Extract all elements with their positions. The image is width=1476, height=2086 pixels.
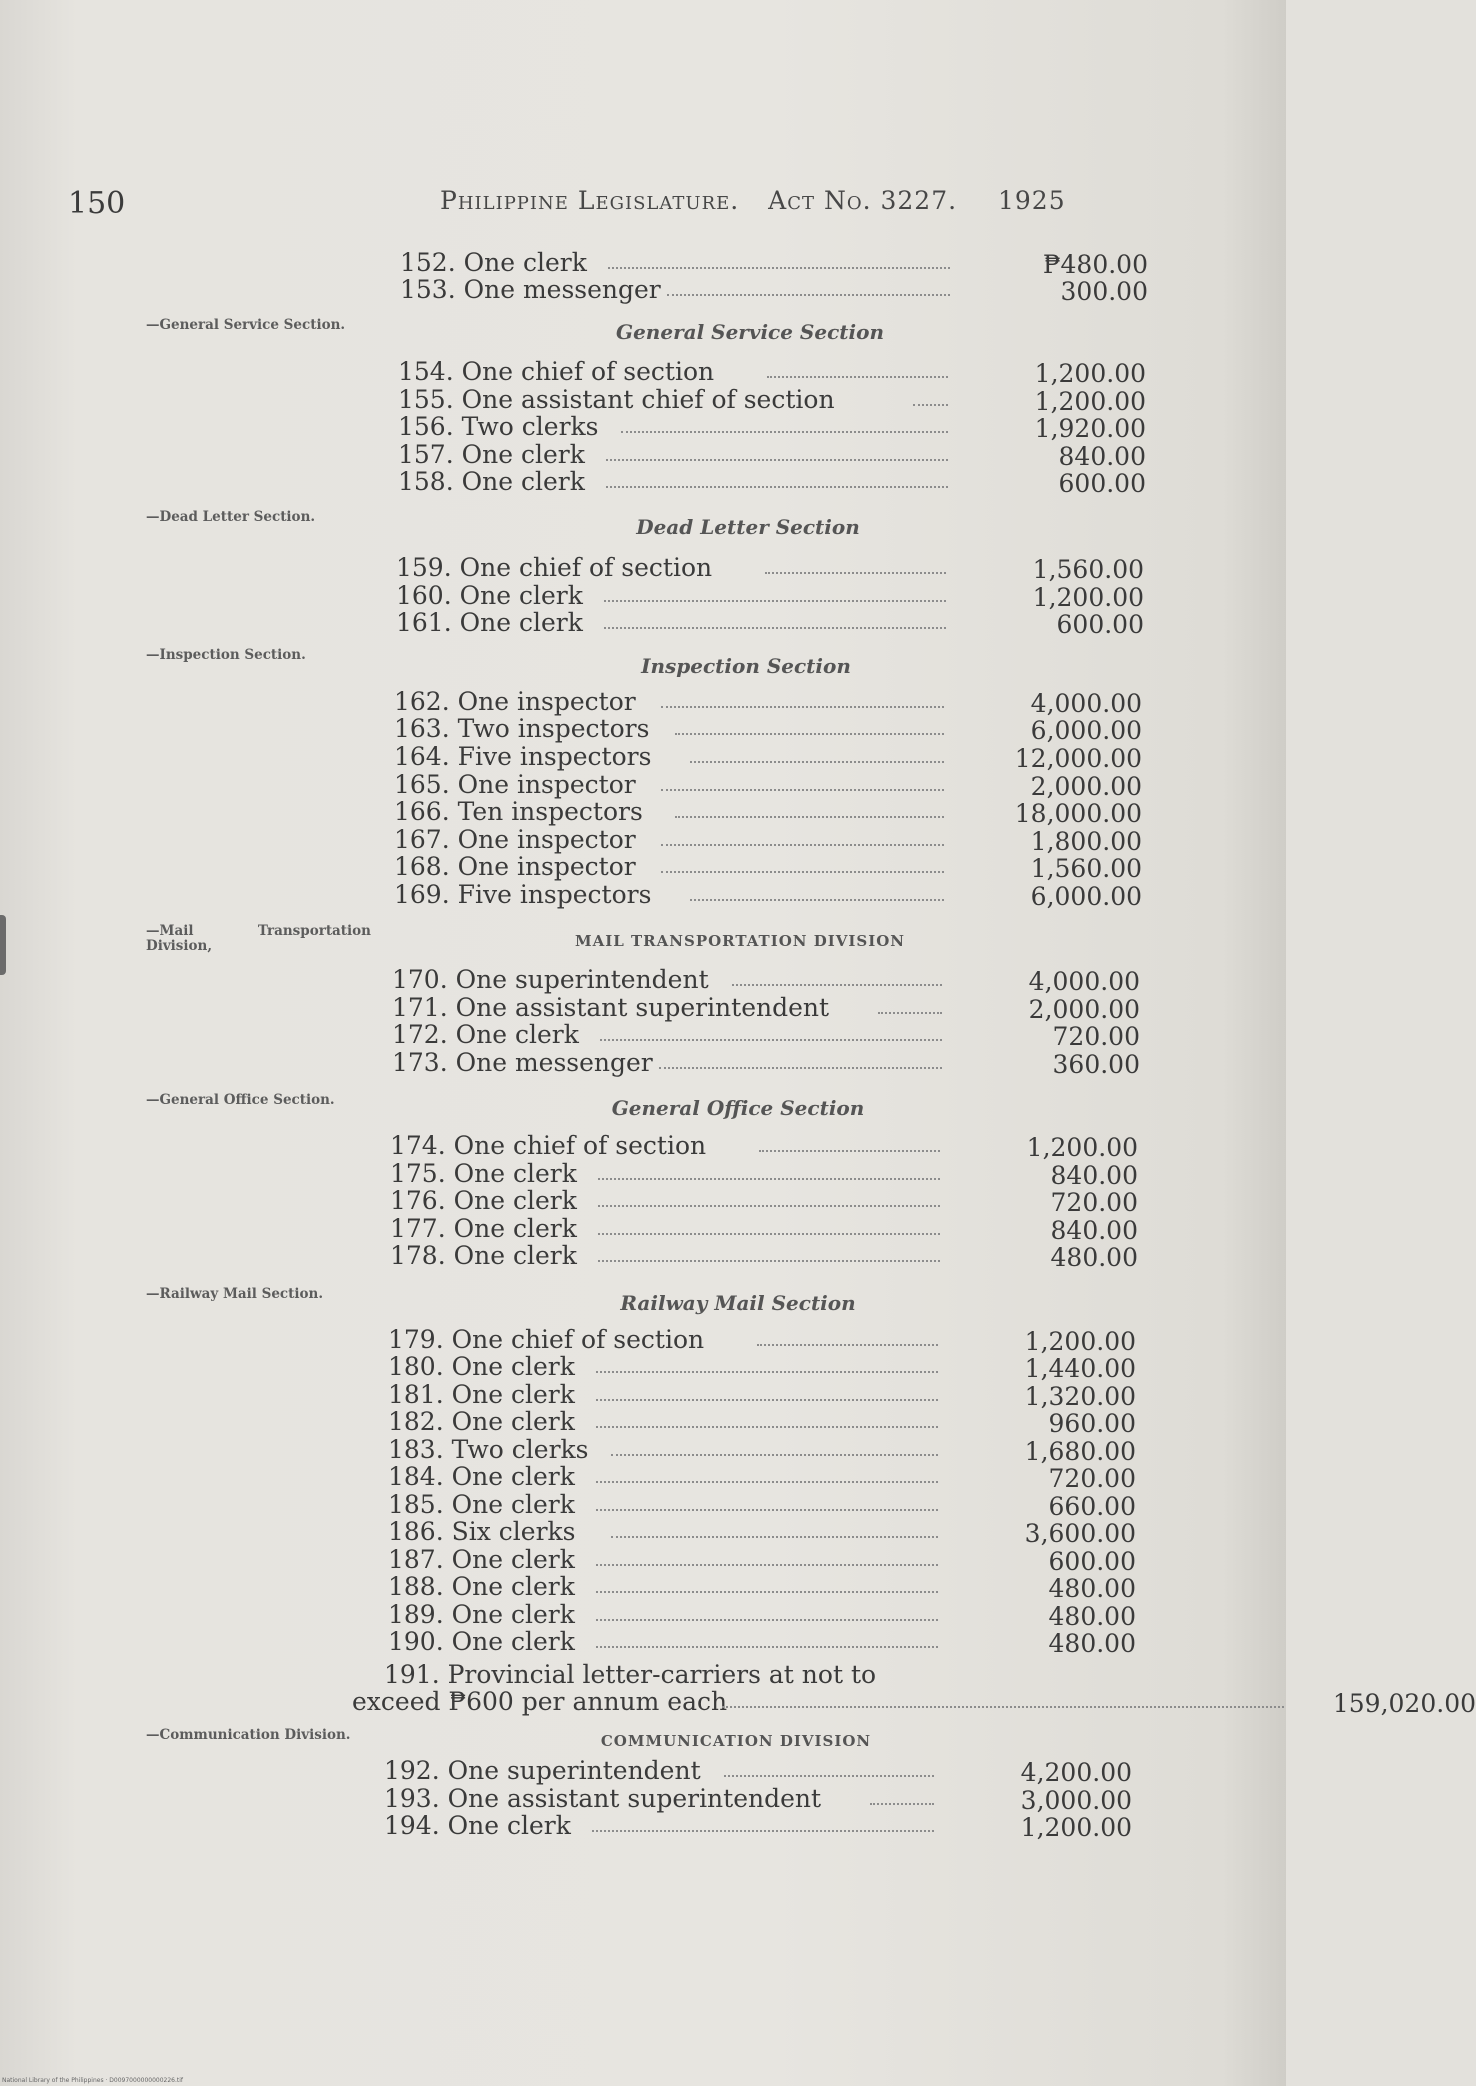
heading-inspection: Inspection Section xyxy=(641,654,851,678)
line-item-label: 171. One assistant superintendent xyxy=(392,993,830,1022)
leader-dots xyxy=(604,600,946,602)
leader-dots xyxy=(667,294,950,296)
heading-dead-letter: Dead Letter Section xyxy=(636,515,860,539)
line-item-amount: 2,000.00 xyxy=(1030,772,1142,801)
line-item-amount: 1,440.00 xyxy=(1024,1354,1136,1383)
line-item-label: 186. Six clerks xyxy=(388,1517,576,1546)
leader-dots xyxy=(596,1399,938,1401)
leader-dots xyxy=(870,1803,934,1805)
item-191-line-2: exceed ₱600 per annum each xyxy=(352,1687,728,1716)
line-item-label: 175. One clerk xyxy=(390,1159,577,1188)
heading-railway-mail: Railway Mail Section xyxy=(620,1291,856,1315)
leader-dots xyxy=(596,1371,938,1373)
line-item-label: 167. One inspector xyxy=(394,825,636,854)
leader-dots xyxy=(757,1344,938,1346)
margin-note-railway-mail: —Railway Mail Section. xyxy=(146,1286,324,1302)
line-item-label: 159. One chief of section xyxy=(396,553,713,582)
line-item-label: 183. Two clerks xyxy=(388,1435,589,1464)
leader-dots xyxy=(732,984,942,986)
line-item-label: 156. Two clerks xyxy=(398,412,599,441)
scan-footer: National Library of the Philippines · D0097000000000226.tif xyxy=(2,2077,184,2084)
line-item-label: 168. One inspector xyxy=(394,852,636,881)
leader-dots xyxy=(600,1039,942,1041)
leader-dots xyxy=(675,733,944,735)
leader-dots xyxy=(596,1564,938,1566)
line-item-amount: 360.00 xyxy=(1052,1050,1140,1079)
line-item-amount: 300.00 xyxy=(1060,277,1148,306)
leader-dots xyxy=(621,431,948,433)
line-item-amount: 600.00 xyxy=(1048,1547,1136,1576)
line-item-label: 181. One clerk xyxy=(388,1380,575,1409)
line-item-amount: 720.00 xyxy=(1050,1188,1138,1217)
line-item-amount: 1,200.00 xyxy=(1026,1133,1138,1162)
leader-dots xyxy=(611,1454,938,1456)
line-item-label: 189. One clerk xyxy=(388,1600,575,1629)
line-item-label: 152. One clerk xyxy=(400,248,587,277)
line-item-label: 179. One chief of section xyxy=(388,1325,705,1354)
line-item-label: 163. Two inspectors xyxy=(394,714,650,743)
line-item-amount: 1,200.00 xyxy=(1020,1813,1132,1842)
line-item-amount: 480.00 xyxy=(1048,1602,1136,1631)
margin-note-general-service: —General Service Section. xyxy=(146,317,346,333)
line-item-label: 157. One clerk xyxy=(398,440,585,469)
line-item-amount: 720.00 xyxy=(1048,1464,1136,1493)
leader-dots xyxy=(878,1012,942,1014)
line-item-amount: 480.00 xyxy=(1048,1629,1136,1658)
leader-dots xyxy=(596,1619,938,1621)
leader-dots xyxy=(596,1426,938,1428)
line-item-amount: 1,320.00 xyxy=(1024,1382,1136,1411)
line-item-label: 178. One clerk xyxy=(390,1241,577,1270)
line-item-label: 153. One messenger xyxy=(400,275,661,304)
line-item-label: 188. One clerk xyxy=(388,1572,575,1601)
margin-note-inspection: —Inspection Section. xyxy=(146,647,306,663)
line-item-label: 169. Five inspectors xyxy=(394,880,652,909)
leader-dots xyxy=(596,1509,938,1511)
leader-dots xyxy=(608,267,950,269)
line-item-label: 154. One chief of section xyxy=(398,357,715,386)
line-item-amount: 600.00 xyxy=(1058,469,1146,498)
line-item-label: 160. One clerk xyxy=(396,581,583,610)
line-item-amount: 12,000.00 xyxy=(1014,744,1142,773)
line-item-label: 185. One clerk xyxy=(388,1490,575,1519)
line-item-amount: 1,200.00 xyxy=(1034,359,1146,388)
act-number: Act No. 3227. xyxy=(768,186,958,215)
leader-dots xyxy=(598,1233,940,1235)
line-item-amount: 1,200.00 xyxy=(1034,387,1146,416)
leader-dots xyxy=(765,572,946,574)
leader-dots xyxy=(596,1481,938,1483)
heading-mail-transportation: MAIL TRANSPORTATION DIVISION xyxy=(574,932,906,950)
line-item-amount: 1,200.00 xyxy=(1024,1327,1136,1356)
leader-dots xyxy=(690,899,944,901)
leader-dots xyxy=(606,486,948,488)
heading-general-service: General Service Section xyxy=(616,320,884,344)
line-item-amount: 600.00 xyxy=(1056,610,1144,639)
line-item-amount: 1,920.00 xyxy=(1034,414,1146,443)
line-item-amount: ₱480.00 xyxy=(1042,250,1148,279)
line-item-label: 190. One clerk xyxy=(388,1627,575,1656)
leader-dots xyxy=(724,1775,934,1777)
leader-dots xyxy=(598,1178,940,1180)
running-head xyxy=(440,186,1066,215)
line-item-label: 182. One clerk xyxy=(388,1407,575,1436)
line-item-amount: 4,000.00 xyxy=(1028,967,1140,996)
line-item-label: 165. One inspector xyxy=(394,770,636,799)
line-item-amount: 480.00 xyxy=(1048,1574,1136,1603)
line-item-label: 176. One clerk xyxy=(390,1186,577,1215)
line-item-amount: 3,000.00 xyxy=(1020,1786,1132,1815)
leader-dots xyxy=(659,1067,942,1069)
leader-dots xyxy=(611,1536,938,1538)
line-item-label: 170. One superintendent xyxy=(392,965,709,994)
line-item-amount: 840.00 xyxy=(1058,442,1146,471)
line-item-amount: 720.00 xyxy=(1052,1022,1140,1051)
line-item-amount: 1,560.00 xyxy=(1032,555,1144,584)
year: 1925 xyxy=(998,186,1066,215)
item-191-amount: 159,020.00 xyxy=(1332,1689,1476,1718)
line-item-amount: 6,000.00 xyxy=(1030,882,1142,911)
line-item-label: 177. One clerk xyxy=(390,1214,577,1243)
line-item-label: 194. One clerk xyxy=(384,1811,571,1840)
leader-dots xyxy=(661,871,944,873)
line-item-amount: 840.00 xyxy=(1050,1161,1138,1190)
leader-dots xyxy=(690,761,944,763)
margin-note-general-office: —General Office Section. xyxy=(146,1092,335,1108)
item-191-line-1: 191. Provincial letter-carriers at not to xyxy=(384,1660,877,1689)
page-number: 150 xyxy=(68,186,126,221)
line-item-amount: 960.00 xyxy=(1048,1409,1136,1438)
margin-note-mail-transportation: —Mail Transportation Division, xyxy=(146,923,371,954)
margin-note-dead-letter: —Dead Letter Section. xyxy=(146,509,316,525)
margin-note-communication: —Communication Division. xyxy=(146,1727,351,1743)
leader-dots xyxy=(661,844,944,846)
leader-dots xyxy=(913,404,948,406)
line-item-label: 193. One assistant superintendent xyxy=(384,1784,822,1813)
line-item-amount: 660.00 xyxy=(1048,1492,1136,1521)
leader-dots xyxy=(592,1830,934,1832)
line-item-label: 172. One clerk xyxy=(392,1020,579,1049)
leader-dots xyxy=(596,1591,938,1593)
leader-dots xyxy=(767,376,948,378)
line-item-label: 192. One superintendent xyxy=(384,1756,701,1785)
line-item-amount: 1,680.00 xyxy=(1024,1437,1136,1466)
line-item-label: 184. One clerk xyxy=(388,1462,575,1491)
line-item-amount: 2,000.00 xyxy=(1028,995,1140,1024)
line-item-label: 164. Five inspectors xyxy=(394,742,652,771)
line-item-amount: 1,800.00 xyxy=(1030,827,1142,856)
line-item-amount: 4,000.00 xyxy=(1030,689,1142,718)
heading-general-office: General Office Section xyxy=(611,1096,865,1120)
line-item-amount: 4,200.00 xyxy=(1020,1758,1132,1787)
line-item-label: 161. One clerk xyxy=(396,608,583,637)
line-item-amount: 840.00 xyxy=(1050,1216,1138,1245)
running-title: Philippine Legislature. xyxy=(440,186,740,215)
leader-dots xyxy=(598,1260,940,1262)
leader-dots xyxy=(604,627,946,629)
line-item-amount: 3,600.00 xyxy=(1024,1519,1136,1548)
line-item-label: 155. One assistant chief of section xyxy=(398,385,835,414)
leader-dots xyxy=(661,706,944,708)
line-item-label: 158. One clerk xyxy=(398,467,585,496)
line-item-amount: 6,000.00 xyxy=(1030,716,1142,745)
leader-dots xyxy=(596,1646,938,1648)
line-item-amount: 1,560.00 xyxy=(1030,854,1142,883)
line-item-label: 173. One messenger xyxy=(392,1048,653,1077)
leader-dots xyxy=(598,1205,940,1207)
heading-communication: COMMUNICATION DIVISION xyxy=(600,1732,872,1750)
line-item-amount: 1,200.00 xyxy=(1032,583,1144,612)
line-item-label: 166. Ten inspectors xyxy=(394,797,643,826)
leader-dots xyxy=(606,459,948,461)
binding-edge-mark xyxy=(0,915,6,975)
line-item-label: 187. One clerk xyxy=(388,1545,575,1574)
leader-dots xyxy=(759,1150,940,1152)
line-item-label: 180. One clerk xyxy=(388,1352,575,1381)
line-item-amount: 480.00 xyxy=(1050,1243,1138,1272)
line-item-label: 174. One chief of section xyxy=(390,1131,707,1160)
leader-dots xyxy=(722,1706,1284,1708)
leader-dots xyxy=(675,816,944,818)
line-item-amount: 18,000.00 xyxy=(1014,799,1142,828)
leader-dots xyxy=(661,789,944,791)
line-item-label: 162. One inspector xyxy=(394,687,636,716)
